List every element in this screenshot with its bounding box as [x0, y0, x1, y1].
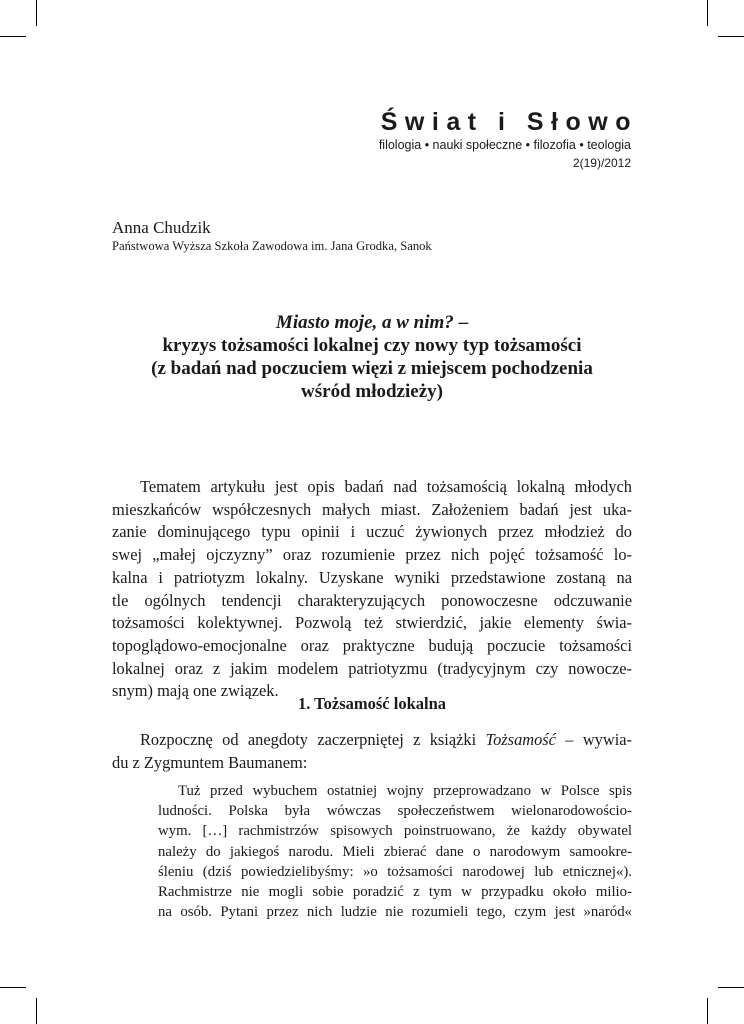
abstract-line: tożsamości kolektywnej. Pozwolą też stwierdzić, jakie elementy świa-: [112, 613, 632, 633]
article-title-italic: Miasto moje, a w nim?: [275, 312, 454, 333]
author-name: Anna Chudzik: [112, 218, 211, 237]
article-title: [100, 311, 644, 403]
journal-title: Świat i Słowo: [380, 108, 638, 136]
journal-header: [378, 108, 638, 171]
quote-line: na osób. Pytani przez nich ludzie nie rozumieli tego, czym jest »naród«: [158, 904, 632, 921]
crop-mark-bottom-left: [36, 998, 37, 1024]
body-line: [112, 729, 632, 752]
abstract-line: lokalnej oraz z jakim modelem patriotyzmu (tradycyjnym czy nowocze-: [112, 658, 632, 678]
crop-mark-bottom-right: [718, 987, 744, 988]
abstract-line: kalna i patriotyzm lokalny. Uzyskane wyniki przedstawione zostaną na: [112, 567, 632, 587]
abstract-line: snym) mają one związek.: [112, 681, 279, 701]
quote-line: Tuż przed wybuchem ostatniej wojny przeprowadzano w Polsce spis: [178, 783, 632, 799]
article-title-dash: –: [453, 312, 469, 333]
article-title-line: kryzys tożsamości lokalnej czy nowy typ tożsamości: [162, 335, 582, 356]
quote-line: wym. […] rachmistrzów spisowych poinstruowano, że każdy obywatel: [158, 823, 632, 840]
body-text: Rozpocznę od anegdoty zaczerpniętej z książki: [140, 730, 486, 749]
section-heading: 1. Tożsamość lokalna: [297, 694, 447, 713]
body-paragraph: [112, 729, 632, 774]
crop-mark-bottom-left: [0, 987, 26, 988]
body-line: du z Zygmuntem Baumanem:: [112, 752, 308, 772]
crop-mark-top-left: [0, 36, 26, 37]
journal-issue: 2(19)/2012: [572, 156, 631, 170]
crop-mark-top-right: [707, 0, 708, 26]
abstract-line: swej „małej ojczyzny” oraz rozumienie przez nich pojęć tożsamość lo-: [112, 545, 632, 565]
abstract-line: Tematem artykułu jest opis badań nad tożsamością lokalną młodych: [140, 477, 632, 496]
block-quote: [158, 781, 632, 922]
abstract-line: tle ogólnych tendencji charakteryzujących ponowoczesne odczuwanie: [112, 590, 632, 610]
abstract: [112, 476, 632, 703]
article-title-line: wśród młodzieży): [301, 381, 443, 402]
crop-mark-top-right: [718, 36, 744, 37]
quote-line: śleniu (dziś powiedzielibyśmy: »o tożsamości narodowej lub etnicznej«).: [158, 863, 632, 880]
author-affiliation: Państwowa Wyższa Szkoła Zawodowa im. Jana Grodka, Sanok: [112, 239, 432, 253]
abstract-line: zanie dominującego typu opinii i uczuć żywionych przez młodzież do: [112, 522, 632, 542]
crop-mark-top-left: [36, 0, 37, 26]
quote-line: ludności. Polska była wówczas społeczeństwem wielonarodowościo-: [158, 803, 632, 820]
article-title-line: (z badań nad poczuciem więzi z miejscem pochodzenia: [151, 358, 593, 379]
quote-line: należy do jakiegoś narodu. Mieli zbierać dane o narodowym samookre-: [158, 843, 632, 860]
abstract-line: topoglądowo-emocjonalne oraz praktyczne budują poczucie tożsamości: [112, 635, 632, 655]
book-title: Tożsamość: [485, 730, 556, 749]
crop-mark-bottom-right: [707, 998, 708, 1024]
article-title-line: [100, 311, 644, 334]
body-text: – wywia-: [555, 730, 632, 749]
journal-subtitle: filologia • nauki społeczne • filozofia • teologia: [378, 138, 631, 152]
quote-line: Rachmistrze nie mogli sobie poradzić z tym w przypadku około milio-: [158, 884, 632, 901]
abstract-line: mieszkańców współczesnych małych miast. Założeniem badań jest uka-: [112, 499, 632, 519]
